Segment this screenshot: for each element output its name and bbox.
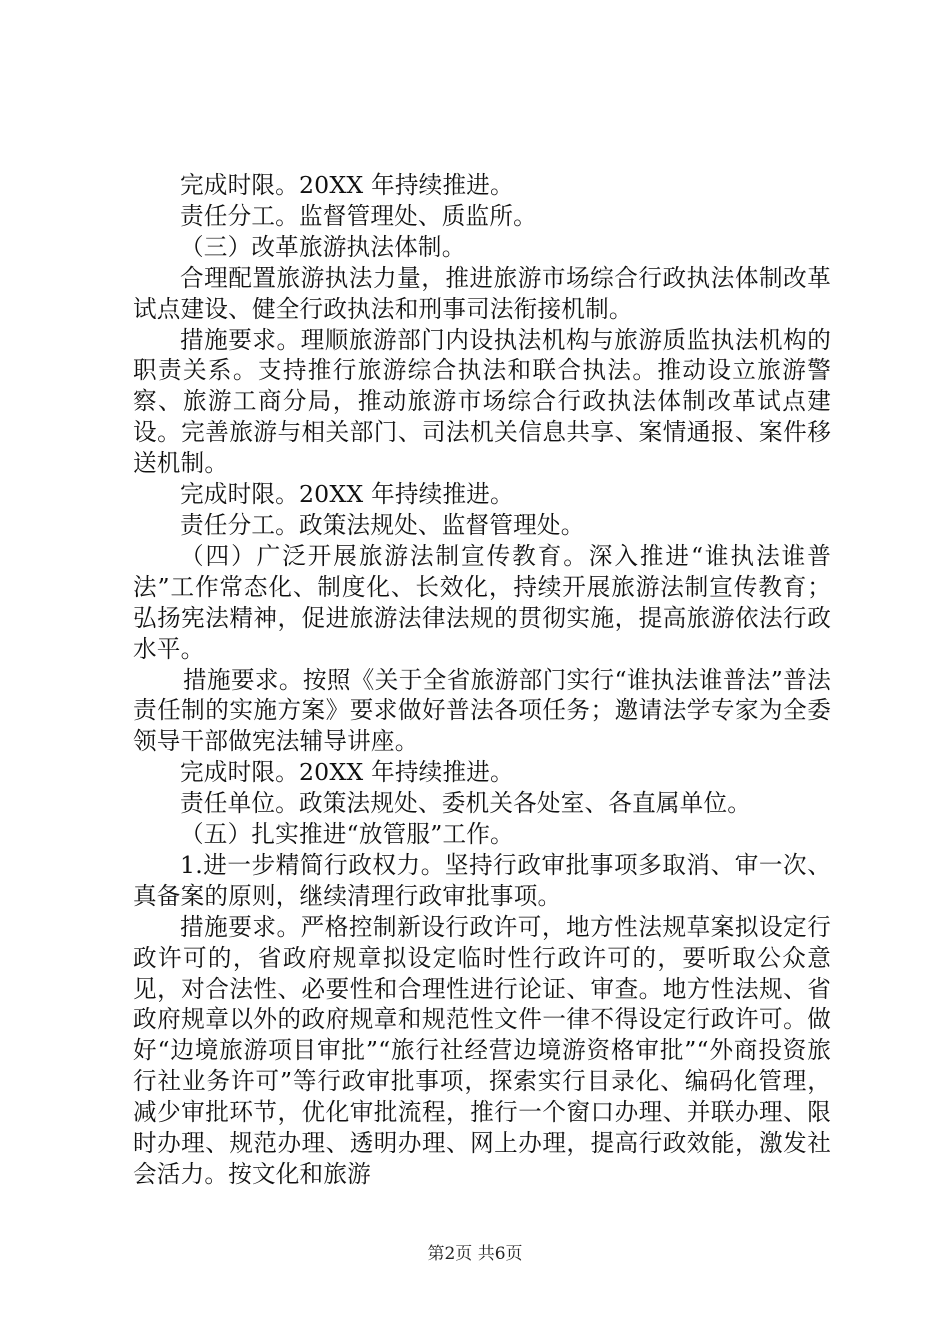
paragraph-deadline-1: 完成时限。20XX 年持续推进。 xyxy=(180,171,514,199)
paragraph-measures-1: 措施要求。理顺旅游部门内设执法机构与旅游质监执法机构的职责关系。支持推行旅游综合执法和联合执法。推动设立旅游警察、旅游工商分局，推动旅游市场综合行政执法体制改革试点建设。完善旅游与相关部门、司法机关信息共享、案情通报、案件移送机制。 xyxy=(133,325,831,478)
paragraph-responsibility-3: 责任单位。政策法规处、委机关各处室、各直属单位。 xyxy=(180,789,752,818)
paragraph-deadline-3: 完成时限。20XX 年持续推进。 xyxy=(180,758,514,787)
page-footer: 第2页 共6页 xyxy=(427,1244,523,1264)
paragraph-measures-2: 措施要求。按照《关于全省旅游部门实行“谁执法谁普法”普法责任制的实施方案》要求做好普法各项任务；邀请法学专家为全委领导干部做宪法辅导讲座。 xyxy=(133,665,831,756)
paragraph-responsibility-1: 责任分工。监督管理处、质监所。 xyxy=(180,201,537,230)
section-heading-3: （三）改革旅游执法体制。 xyxy=(180,232,466,261)
paragraph-measures-3: 措施要求。严格控制新设行政许可，地方性法规草案拟设定行政许可的，省政府规章拟设定临时性行政许可的，要听取公众意见，对合法性、必要性和合理性进行论证、审查。地方性法规、省政府规章以外的政府规章和规范性文件一律不得设定行政许可。做好“边境旅游项目审批”“旅行社经营边境游资格审批”“外商投资旅行社业务许可”等行政审批事项，探索实行目录化、编码化管理，减少审批环节，优化审批流程，推行一个窗口办理、并联办理、限时办理、规范办理、透明办理、网上办理，提高行政效能，激发社会活力。按文化和旅游 xyxy=(133,912,831,1188)
paragraph-simplify-power: 1.进一步精简行政权力。坚持行政审批事项多取消、审一次、真备案的原则，继续清理行政审批事项。 xyxy=(133,850,831,910)
paragraph-responsibility-2: 责任分工。政策法规处、监督管理处。 xyxy=(180,510,585,539)
section-heading-4: （四）广泛开展旅游法制宣传教育。深入推进“谁执法谁普法”工作常态化、制度化、长效化，持续开展旅游法制宣传教育；弘扬宪法精神，促进旅游法律法规的贯彻实施，提高旅游依法行政水平。 xyxy=(133,541,831,663)
paragraph-enforcement: 合理配置旅游执法力量，推进旅游市场综合行政执法体制改革试点建设、健全行政执法和刑事司法衔接机制。 xyxy=(133,263,831,323)
paragraph-deadline-2: 完成时限。20XX 年持续推进。 xyxy=(180,480,514,509)
section-heading-5: （五）扎实推进“放管服”工作。 xyxy=(180,820,514,849)
document-body xyxy=(133,170,831,1190)
